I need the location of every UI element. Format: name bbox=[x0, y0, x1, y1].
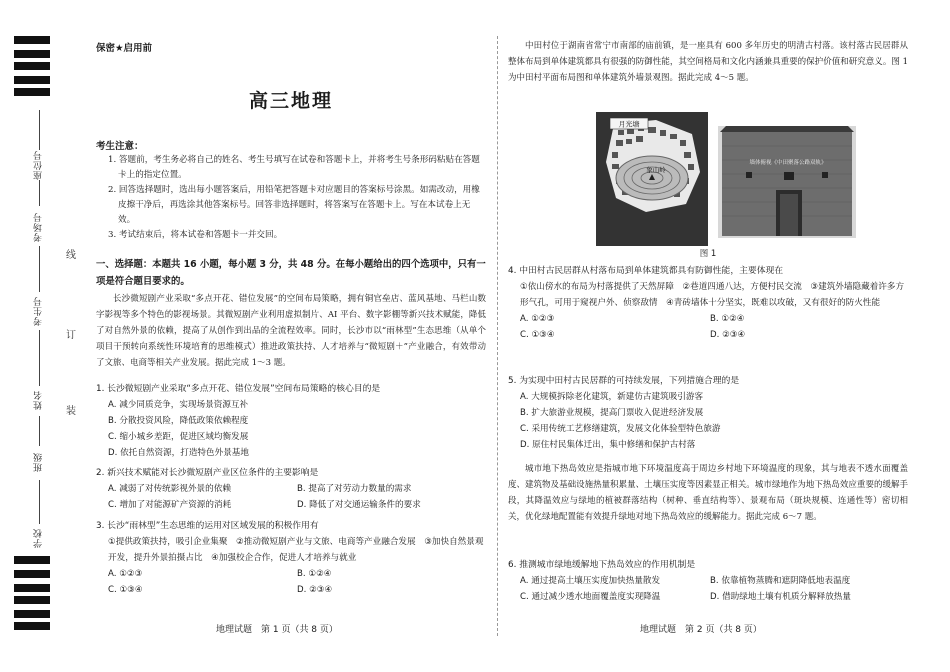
binding-stripe bbox=[14, 610, 50, 618]
binding-stripe bbox=[14, 584, 50, 592]
label-seat-number: 座位号 bbox=[34, 150, 44, 180]
label-student-number: 考生号 bbox=[34, 296, 44, 326]
exam-title: 高三地理 bbox=[248, 90, 333, 112]
binding-stripe bbox=[14, 76, 50, 84]
passage-2 bbox=[508, 38, 908, 86]
label-school: 学校 bbox=[34, 528, 44, 548]
notes-heading: 考生注意： bbox=[96, 141, 144, 152]
passage-3 bbox=[508, 461, 908, 525]
option-b: B. 提高了对劳动力数量的需求 bbox=[297, 484, 412, 494]
option-b: B. ①②④ bbox=[297, 569, 332, 579]
binding-line bbox=[39, 330, 40, 386]
building-photo bbox=[718, 126, 856, 238]
label-class: 班级 bbox=[34, 452, 44, 472]
note-item: 3. 考试结束后，将本试卷和答题卡一并交回。 bbox=[108, 230, 283, 240]
figure-1-graphic bbox=[596, 112, 856, 246]
option-d: D. 依托自然资源，打造特色外景基地 bbox=[108, 448, 249, 458]
map-label-pond: 月光塘 bbox=[618, 120, 640, 129]
option-a: A. ①②③ bbox=[520, 314, 555, 324]
option-b: B. 依靠植物蒸腾和遮阴降低地表温度 bbox=[710, 576, 851, 586]
option-b: B. 分散投资风险，降低政策依赖程度 bbox=[108, 416, 249, 426]
mark-line: 线 bbox=[66, 250, 76, 261]
notes-list bbox=[108, 153, 482, 243]
question-2 bbox=[96, 465, 486, 513]
option-d: D. 借助绿地土壤有机质分解释放热量 bbox=[710, 592, 851, 602]
question-stem: 3. 长沙“雨林型”生态思维的运用对区域发展的积极作用有 bbox=[96, 521, 319, 531]
page-divider bbox=[497, 36, 498, 636]
binding-line bbox=[39, 180, 40, 206]
option-c: C. 通过减少透水地面覆盖度实现降温 bbox=[520, 592, 661, 602]
binding-stripe bbox=[14, 596, 50, 604]
option-b: B. 扩大旅游业规模，提高门票收入促进经济发展 bbox=[520, 408, 704, 418]
passage-text: 中田村位于湖南省常宁市南部的庙前镇，是一座具有 600 多年历史的明清古村落。该村落古民居群从整体布局到单体建筑都具有很强的防御性能，其空间格局和文化内涵兼具重要的保护价值和研究意义。图 1 为中田村平面布局图和单体建筑外墙景观图。据此完成 4～5 题。 bbox=[508, 41, 908, 83]
question-4 bbox=[508, 263, 908, 343]
option-d: D. 原住村民集体迁出，集中修缮和保护古村落 bbox=[520, 440, 696, 450]
page-footer: 地理试题 第 2 页（共 8 页） bbox=[640, 625, 762, 635]
page-left bbox=[96, 0, 486, 672]
question-5 bbox=[508, 373, 908, 453]
binding-strip bbox=[0, 0, 90, 672]
option-a: A. 减少同质竞争，实现场景资源互补 bbox=[108, 400, 249, 410]
mark-install: 装 bbox=[66, 406, 76, 417]
page-footer: 地理试题 第 1 页（共 8 页） bbox=[216, 625, 338, 635]
note-item: 1. 答题前，考生务必将自己的姓名、考生号填写在试卷和答题卡上，并将考生号条形码粘贴在答题卡上的指定位置。 bbox=[108, 155, 480, 180]
binding-line bbox=[39, 110, 40, 150]
binding-line bbox=[39, 416, 40, 446]
option-c: C. 增加了对能源矿产资源的消耗 bbox=[108, 500, 232, 510]
binding-stripe bbox=[14, 570, 50, 578]
question-3 bbox=[96, 518, 486, 598]
option-c: C. ①③④ bbox=[520, 330, 555, 340]
label-name: 姓名 bbox=[34, 390, 44, 410]
option-c: C. ①③④ bbox=[108, 585, 143, 595]
village-plan-map bbox=[596, 112, 708, 246]
confidential-mark: 保密★启用前 bbox=[96, 43, 153, 54]
passage-text: 城市地下热岛效应是指城市地下环境温度高于周边乡村地下环境温度的现象，其与地表不透水面覆盖度、建筑物及基础设施热量积累量、土壤压实度等因素显正相关。城市绿地作为地下热岛效应重要的缓解手段，其降温效应与绿地的植被群落结构（树种、垂直结构等）、景观布局（斑块规模、连通性等）密切相关，优化绿地配置能有效提升绿地对地下热岛效应的缓解能力。据此完成 6～7 题。 bbox=[508, 464, 908, 522]
binding-stripe bbox=[14, 556, 50, 564]
option-c: C. 采用传统工艺修缮建筑，发展文化体验型特色旅游 bbox=[520, 424, 721, 434]
option-d: D. 降低了对交通运输条件的要求 bbox=[297, 500, 421, 510]
map-label-hill: 象山岭 bbox=[646, 166, 666, 174]
option-a: A. 通过提高土壤压实度加快热量散发 bbox=[520, 576, 661, 586]
question-stem: 2. 新兴技术赋能对长沙微短剧产业区位条件的主要影响是 bbox=[96, 468, 319, 478]
question-stem: 5. 为实现中田村古民居群的可持续发展，下列措施合理的是 bbox=[508, 376, 740, 386]
question-stem: 6. 推测城市绿地缓解地下热岛效应的作用机制是 bbox=[508, 560, 696, 570]
note-item: 2. 回答选择题时，选出每小题答案后，用铅笔把答题卡对应题目的答案标号涂黑。如需改动，用橡皮擦干净后，再选涂其他答案标号。回答非选择题时，将答案写在答题卡上。写在本试卷上无效。 bbox=[108, 185, 480, 225]
photo-caption: 墙体俯视《中田聚落公路双轨》 bbox=[749, 160, 827, 166]
passage-text: 长沙微短剧产业采取“多点开花、错位发展”的空间布局策略，拥有铜官垒店、蓝风基地、马栏山数字影视等多个特色的影视场景。其微短剧产业利用虚拟制片、AI 平台、数字影棚等新兴技术赋能，降低了对自然外景的依赖，提高了从创作到出品的全流程效率。同时，长沙市以“雨林型”生态思维（从单个项目干预转向系统性环境培育的思维模式）推进政策扶持、人才培养与“微短剧＋”产业融合，有效带动了文旅、电商等相关产业发展。据此完成 1～3 题。 bbox=[96, 294, 486, 368]
option-a: A. 减弱了对传统影视外景的依赖 bbox=[108, 484, 231, 494]
label-exam-room: 考场号 bbox=[34, 212, 44, 242]
option-b: B. ①②④ bbox=[710, 314, 745, 324]
option-d: D. ②③④ bbox=[297, 585, 333, 595]
option-a: A. 大规模拆除老化建筑，新建仿古建筑吸引游客 bbox=[520, 392, 704, 402]
option-a: A. ①②③ bbox=[108, 569, 143, 579]
figure-1 bbox=[596, 112, 856, 246]
option-d: D. ②③④ bbox=[710, 330, 746, 340]
figure-label: 图 1 bbox=[699, 249, 717, 259]
option-c: C. 缩小城乡差距，促进区域均衡发展 bbox=[108, 432, 249, 442]
question-stem: 1. 长沙微短剧产业采取“多点开花、错位发展”空间布局策略的核心目的是 bbox=[96, 384, 381, 394]
mark-bind: 订 bbox=[66, 330, 76, 341]
statement-list: ①提供政策扶持，吸引企业集聚 ②推动微短剧产业与文旅、电商等产业融合发展 ③加快自然景观开发，提升外景拍摄占比 ④加强校企合作，促进人才培养与就业 bbox=[108, 537, 484, 563]
question-1 bbox=[96, 381, 486, 461]
section-heading: 一、选择题：本题共 16 小题，每小题 3 分，共 48 分。在每小题给出的四个选项中，只有一项是符合题目要求的。 bbox=[96, 259, 486, 287]
binding-stripe bbox=[14, 36, 50, 44]
question-stem: 4. 中田村古民居群从村落布局到单体建筑都具有防御性能，主要体现在 bbox=[508, 266, 784, 276]
binding-stripe bbox=[14, 50, 50, 58]
page-right bbox=[508, 0, 908, 672]
binding-stripe bbox=[14, 88, 50, 96]
statement-list: ①依山傍水的布局为村落提供了天然屏障 ②巷道四通八达，方便村民交流 ③建筑外墙隐藏着许多方形气孔，可用于窥视户外、侦察敌情 ④青砖墙体十分坚实，既难以攻破，又有很好的防火性能 bbox=[520, 282, 905, 308]
passage-1 bbox=[96, 291, 486, 371]
binding-line bbox=[39, 246, 40, 292]
binding-stripe bbox=[14, 622, 50, 630]
binding-stripe bbox=[14, 62, 50, 70]
binding-line bbox=[39, 480, 40, 524]
question-6 bbox=[508, 557, 908, 605]
